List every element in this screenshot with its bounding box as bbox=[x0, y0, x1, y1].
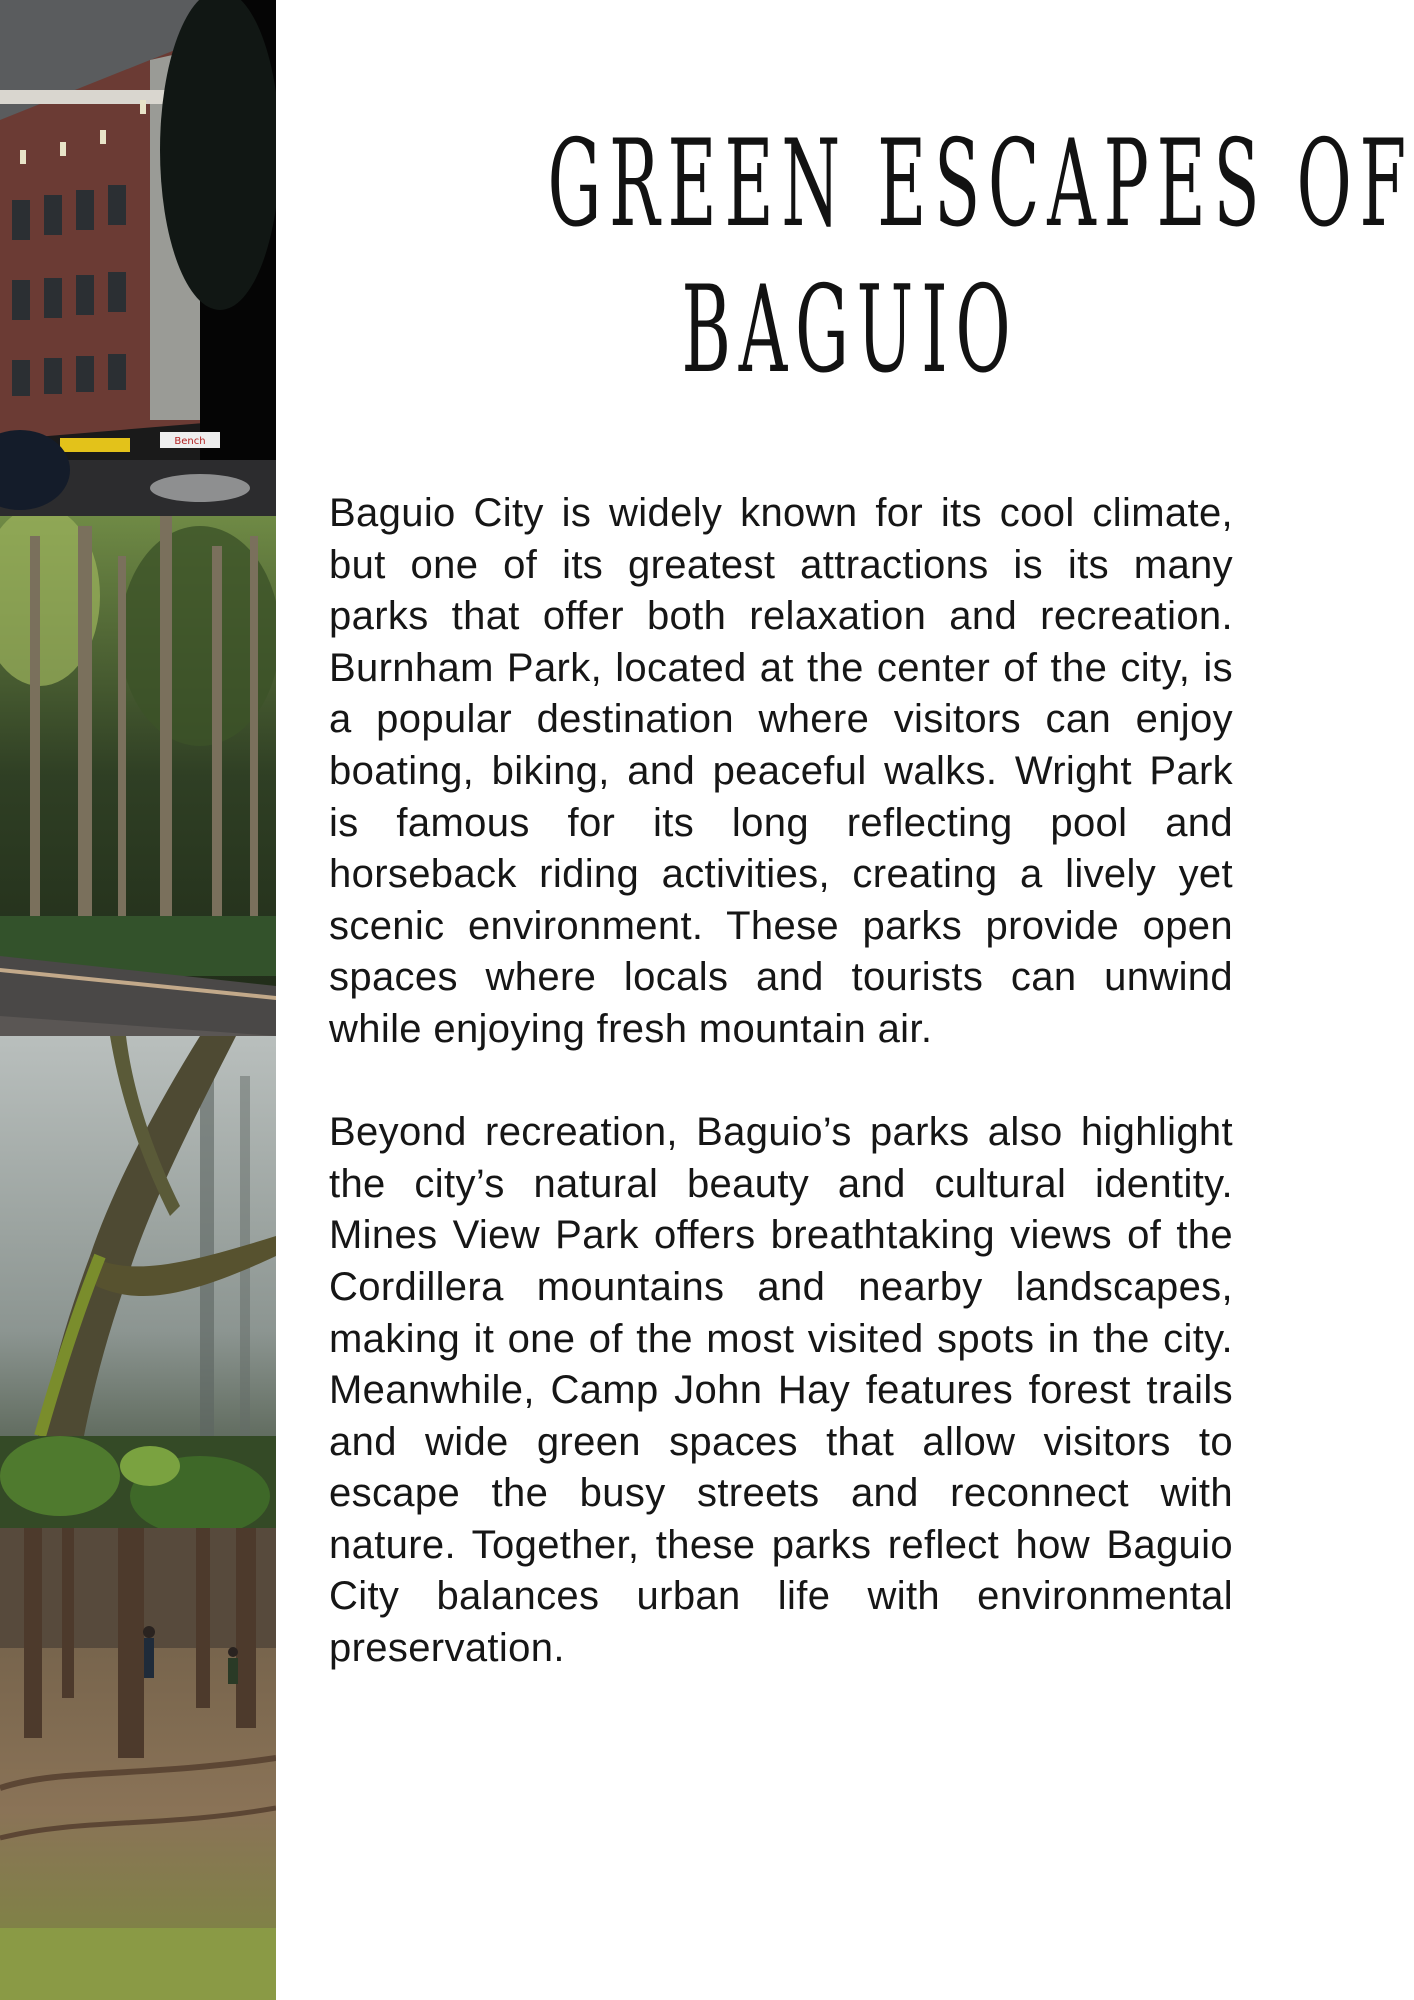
city-building-photo bbox=[0, 0, 276, 516]
pine-grove-photo bbox=[0, 1528, 276, 2000]
forest-road-illustration bbox=[0, 516, 276, 1036]
paragraph-2: Beyond recreation, Baguio’s parks also highlight the city’s natural beauty and cultural identity. Mines View Park offers breathtaking views of the Cordillera mountains and nearby landscapes, making it one of the most visited spots in the city. Meanwhile, Camp John Hay features forest trails and wide green spaces that allow visitors to escape the busy streets and reconnect with nature. Together, these parks reflect how Baguio City balances urban life with environmental preservation. bbox=[329, 1110, 1233, 1671]
page-title bbox=[310, 112, 1414, 404]
mossy-tree-photo bbox=[0, 1036, 276, 1528]
mossy-tree-illustration bbox=[0, 1036, 276, 1528]
title-line-1: GREEN ESCAPES OF bbox=[547, 115, 1414, 254]
paragraph-1: Baguio City is widely known for its cool climate, but one of its greatest attractions is its many parks that offer both relaxation and recreation. Burnham Park, located at the center of the city, is a popular destination where visitors can enjoy boating, biking, and peaceful walks. Wright Park is famous for its long reflecting pool and horseback riding activities, creating a lively yet scenic environment. These parks provide open spaces where locals and tourists can unwind while enjoying fresh mountain air. bbox=[329, 491, 1233, 1051]
forest-road-photo bbox=[0, 516, 276, 1036]
title-line-2: BAGUIO bbox=[681, 261, 1019, 400]
storefront-sign: Bench bbox=[174, 436, 206, 447]
article-body bbox=[329, 488, 1233, 1726]
pine-grove-illustration bbox=[0, 1528, 276, 2000]
city-building-illustration bbox=[0, 0, 276, 516]
photo-strip bbox=[0, 0, 276, 2000]
